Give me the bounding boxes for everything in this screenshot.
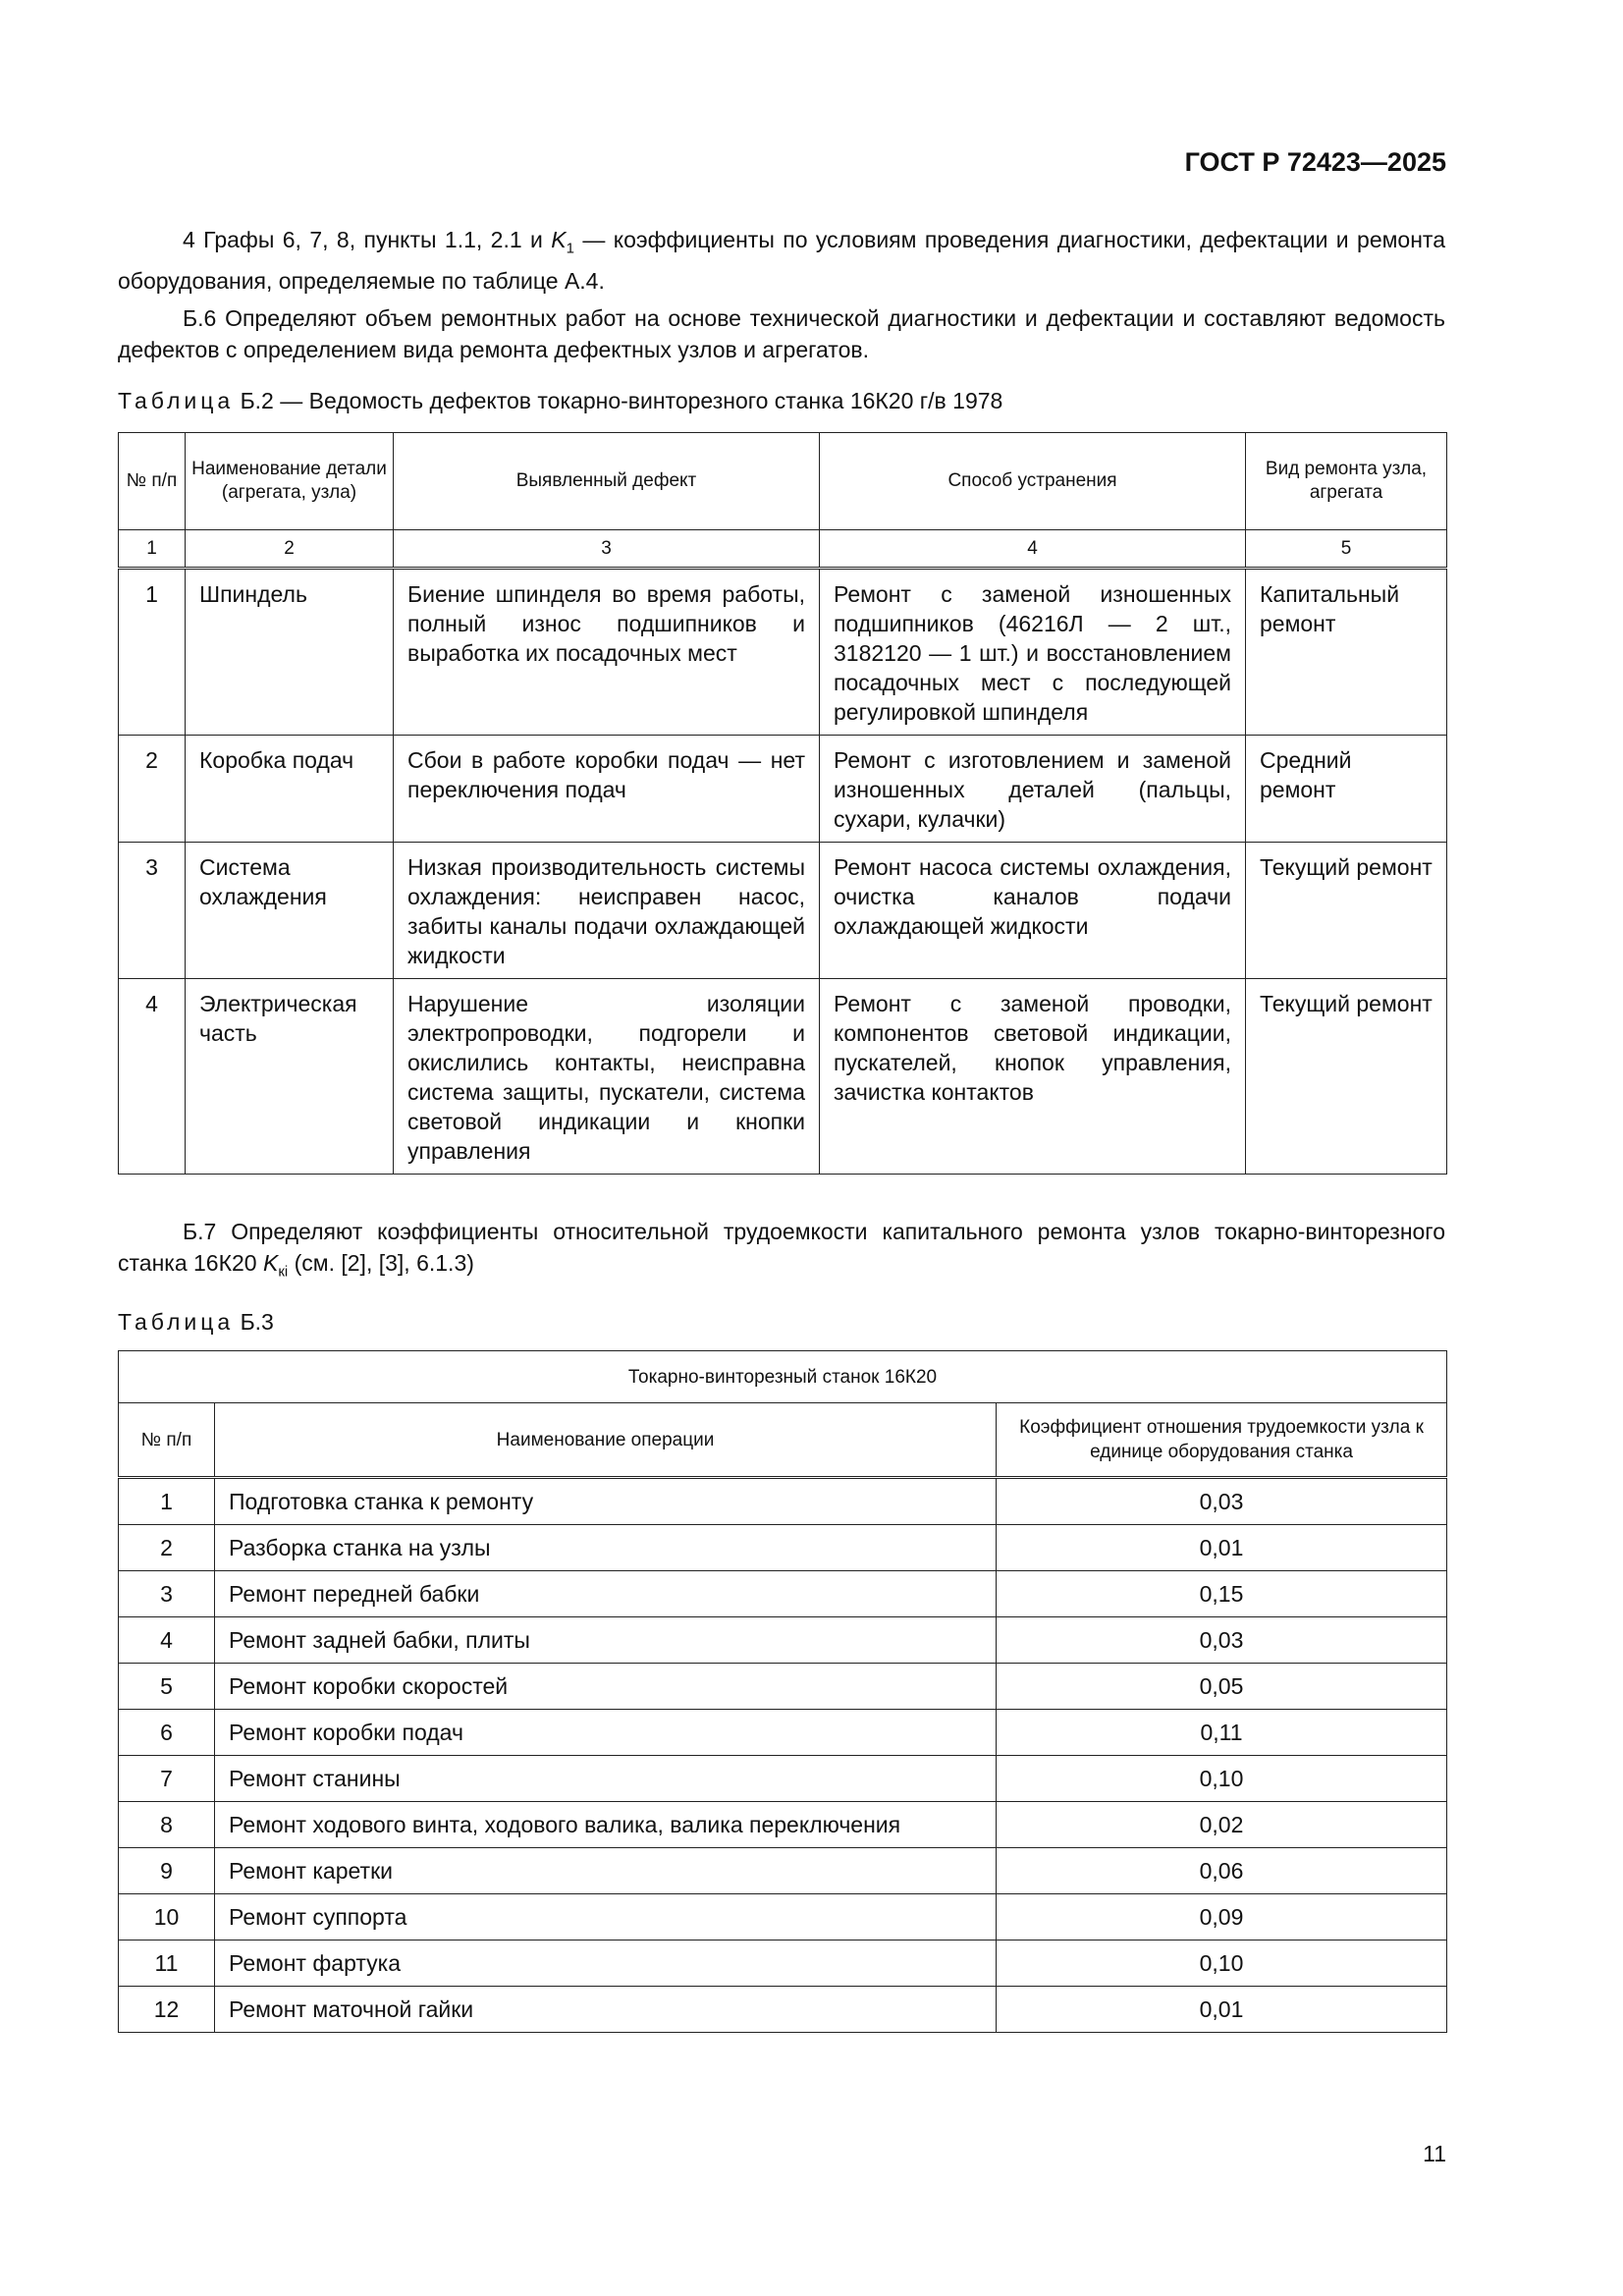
column-number: 2 — [186, 530, 394, 569]
labor-table-header-row — [119, 1403, 1447, 1478]
defects-table-header-row — [119, 433, 1447, 530]
paragraph-b7 — [118, 1216, 1445, 1288]
coefficient-value: 0,15 — [997, 1571, 1447, 1617]
coefficient-value: 0,06 — [997, 1848, 1447, 1894]
table-row — [119, 1571, 1447, 1617]
table-row — [119, 1941, 1447, 1987]
column-number: 1 — [119, 530, 186, 569]
header-operation: Наименование операции — [215, 1403, 997, 1478]
header-method: Способ устранения — [820, 433, 1246, 530]
table-row — [119, 1710, 1447, 1756]
table-row — [119, 1478, 1447, 1525]
row-number: 9 — [119, 1848, 215, 1894]
coefficient-kki-symbol: K — [262, 1250, 279, 1276]
table-row — [119, 736, 1447, 843]
row-number: 3 — [119, 1571, 215, 1617]
row-number: 6 — [119, 1710, 215, 1756]
table-b2-caption-label: Таблица — [118, 388, 235, 413]
defect-description: Низкая производительность системы охлаждения: неисправен насос, забиты каналы подачи охлаждающей жидкости — [394, 843, 820, 979]
column-number: 4 — [820, 530, 1246, 569]
document-code: ГОСТ Р 72423—2025 — [1184, 147, 1446, 177]
page-number: 11 — [1423, 2141, 1446, 2166]
labor-table-title: Токарно-винторезный станок 16К20 — [119, 1351, 1447, 1403]
paragraph-b7-text-before: Б.7 Определяют коэффициенты относительной трудоемкости капитального ремонта узлов токарно-винторезного станка 16К20 — [118, 1219, 1445, 1276]
part-name: Система охлаждения — [186, 843, 394, 979]
coefficient-value: 0,01 — [997, 1987, 1447, 2033]
table-row — [119, 843, 1447, 979]
operation-name: Ремонт станины — [215, 1756, 997, 1802]
table-row — [119, 1802, 1447, 1848]
repair-method: Ремонт насоса системы охлаждения, очистка каналов подачи охлаждающей жидкости — [820, 843, 1246, 979]
coefficient-value: 0,02 — [997, 1802, 1447, 1848]
table-b2-caption-text: Б.2 — Ведомость дефектов токарно-винторезного станка 16К20 г/в 1978 — [234, 388, 1003, 413]
table-row — [119, 1756, 1447, 1802]
row-number: 12 — [119, 1987, 215, 2033]
column-number: 3 — [394, 530, 820, 569]
part-name: Коробка подач — [186, 736, 394, 843]
row-number: 1 — [119, 1478, 215, 1525]
part-name: Шпиндель — [186, 569, 394, 736]
repair-type: Средний ремонт — [1246, 736, 1447, 843]
table-row — [119, 1525, 1447, 1571]
operation-name: Ремонт фартука — [215, 1941, 997, 1987]
operation-name: Ремонт ходового винта, ходового валика, валика переключения — [215, 1802, 997, 1848]
header-number: № п/п — [119, 433, 186, 530]
operation-name: Ремонт суппорта — [215, 1894, 997, 1941]
repair-method: Ремонт с изготовлением и заменой изношенных деталей (пальцы, сухари, кулачки) — [820, 736, 1246, 843]
coefficient-kki-subscript: кi — [278, 1263, 289, 1281]
operation-name: Подготовка станка к ремонту — [215, 1478, 997, 1525]
operation-name: Ремонт передней бабки — [215, 1571, 997, 1617]
header-part-name: Наименование детали (агрегата, узла) — [186, 433, 394, 530]
coefficient-value: 0,10 — [997, 1941, 1447, 1987]
table-row — [119, 1894, 1447, 1941]
table-row — [119, 569, 1447, 736]
table-row — [119, 1664, 1447, 1710]
table-row — [119, 1848, 1447, 1894]
row-number: 10 — [119, 1894, 215, 1941]
row-number: 7 — [119, 1756, 215, 1802]
repair-type: Текущий ремонт — [1246, 843, 1447, 979]
labor-coefficient-table — [118, 1350, 1447, 2033]
note-4-text-after: — коэффициенты по условиям проведения диагностики, дефектации и ремонта оборудования, определяемые по таблице А.4. — [118, 227, 1445, 294]
part-name: Электрическая часть — [186, 979, 394, 1175]
note-4-text-before: 4 Графы 6, 7, 8, пункты 1.1, 2.1 и — [183, 227, 552, 252]
coefficient-value: 0,11 — [997, 1710, 1447, 1756]
operation-name: Разборка станка на узлы — [215, 1525, 997, 1571]
note-4 — [118, 224, 1445, 297]
row-number: 8 — [119, 1802, 215, 1848]
operation-name: Ремонт коробки скоростей — [215, 1664, 997, 1710]
coefficient-value: 0,01 — [997, 1525, 1447, 1571]
table-b3-caption-text: Б.3 — [234, 1309, 274, 1335]
repair-method: Ремонт с заменой проводки, компонентов световой индикации, пускателей, кнопок управления, зачистка контактов — [820, 979, 1246, 1175]
coefficient-value: 0,09 — [997, 1894, 1447, 1941]
table-row — [119, 1617, 1447, 1664]
row-number: 1 — [119, 569, 186, 736]
row-number: 4 — [119, 1617, 215, 1664]
row-number: 4 — [119, 979, 186, 1175]
table-row — [119, 979, 1447, 1175]
row-number: 2 — [119, 736, 186, 843]
coefficient-k-symbol: K — [551, 227, 567, 252]
coefficient-value: 0,10 — [997, 1756, 1447, 1802]
defect-description: Биение шпинделя во время работы, полный износ подшипников и выработка их посадочных мест — [394, 569, 820, 736]
paragraph-b7-text-after: (см. [2], [3], 6.1.3) — [288, 1250, 474, 1276]
defect-description: Сбои в работе коробки подач — нет переключения подач — [394, 736, 820, 843]
header-repair-type: Вид ремонта узла, агрегата — [1246, 433, 1447, 530]
coefficient-k-subscript: 1 — [566, 240, 574, 257]
operation-name: Ремонт маточной гайки — [215, 1987, 997, 2033]
operation-name: Ремонт каретки — [215, 1848, 997, 1894]
repair-type: Текущий ремонт — [1246, 979, 1447, 1175]
row-number: 2 — [119, 1525, 215, 1571]
defect-description: Нарушение изоляции электропроводки, подгорели и окислились контакты, неисправна система защиты, пускатели, система световой индикации и кнопки управления — [394, 979, 820, 1175]
defects-table — [118, 432, 1447, 1175]
operation-name: Ремонт коробки подач — [215, 1710, 997, 1756]
header-defect: Выявленный дефект — [394, 433, 820, 530]
row-number: 5 — [119, 1664, 215, 1710]
column-number: 5 — [1246, 530, 1447, 569]
table-row — [119, 1987, 1447, 2033]
repair-method: Ремонт с заменой изношенных подшипников (46216Л — 2 шт., 3182120 — 1 шт.) и восстановлением посадочных мест с последующей регулировкой шпинделя — [820, 569, 1246, 736]
repair-type: Капитальный ремонт — [1246, 569, 1447, 736]
labor-table-title-row — [119, 1351, 1447, 1403]
coefficient-value: 0,03 — [997, 1478, 1447, 1525]
paragraph-b6: Б.6 Определяют объем ремонтных работ на основе технической диагностики и дефектации и составляют ведомость дефектов с определением вида ремонта дефектных узлов и агрегатов. — [118, 305, 1445, 362]
row-number: 11 — [119, 1941, 215, 1987]
header-number: № п/п — [119, 1403, 215, 1478]
operation-name: Ремонт задней бабки, плиты — [215, 1617, 997, 1664]
table-b3-caption-label: Таблица — [118, 1309, 235, 1335]
coefficient-value: 0,03 — [997, 1617, 1447, 1664]
table-b3-caption — [118, 1306, 274, 1338]
defects-table-column-numbers — [119, 530, 1447, 569]
coefficient-value: 0,05 — [997, 1664, 1447, 1710]
header-coefficient: Коэффициент отношения трудоемкости узла к единице оборудования станка — [997, 1403, 1447, 1478]
row-number: 3 — [119, 843, 186, 979]
table-b2-caption — [118, 385, 1002, 416]
